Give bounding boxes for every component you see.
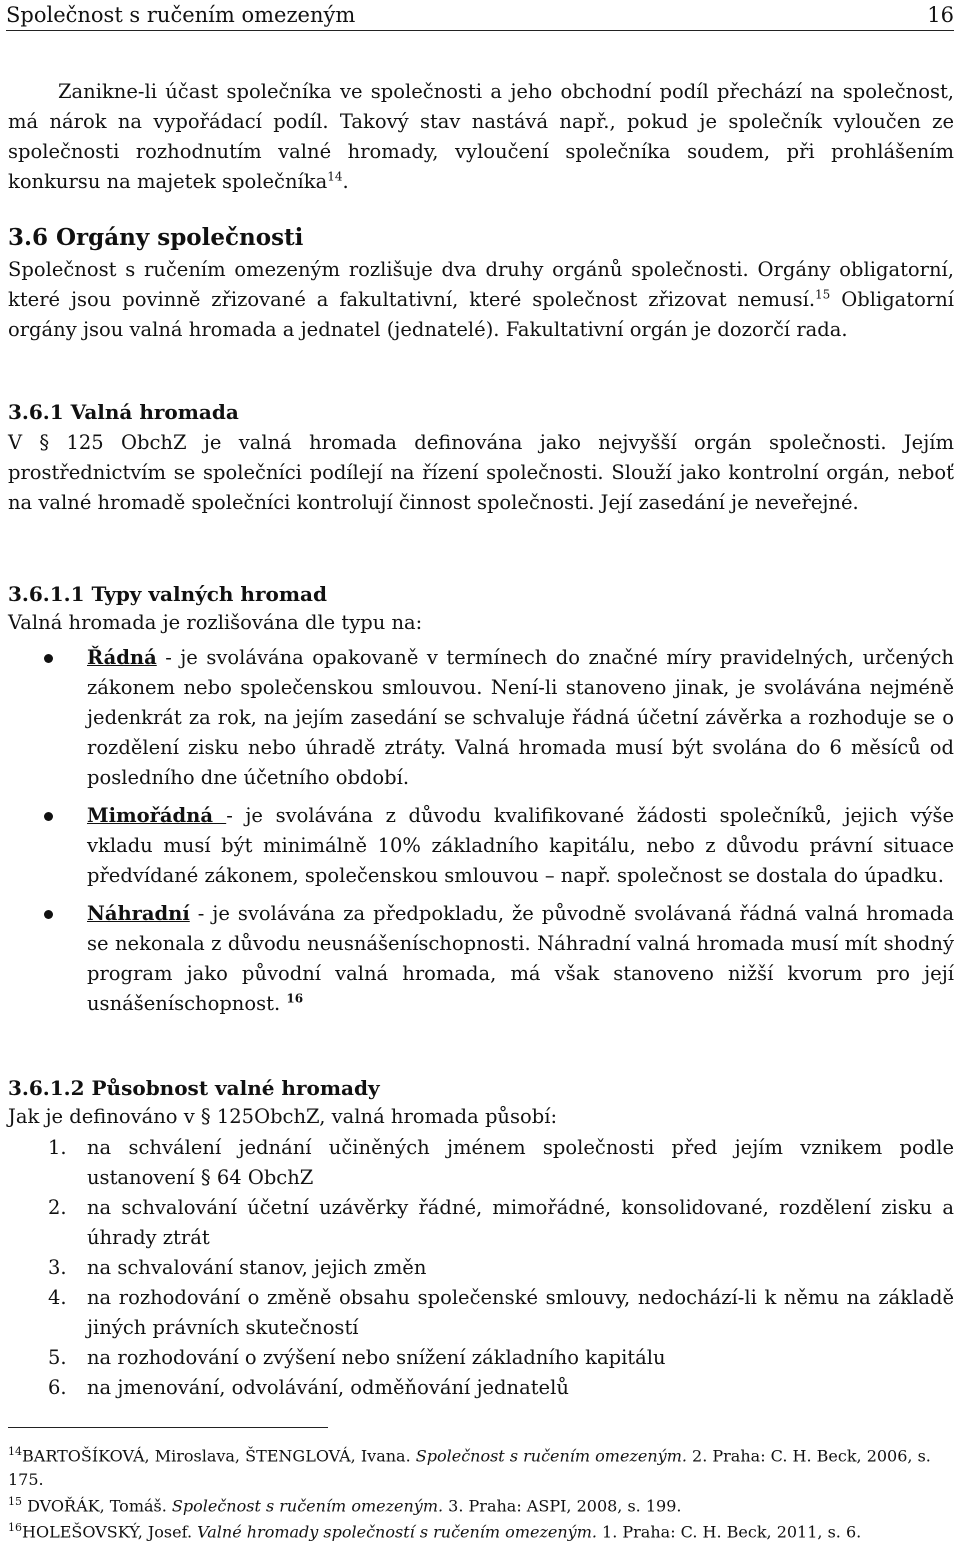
- page-number: 16: [927, 3, 954, 27]
- footnote-16: [8, 1516, 954, 1544]
- assembly-types-list: [0, 643, 960, 1027]
- list-item-text: [87, 643, 954, 793]
- footnote-text: 3. Praha: ASPI, 2008, s. 199.: [443, 1496, 682, 1516]
- list-item: [0, 1283, 960, 1343]
- bullet-icon: [44, 910, 53, 919]
- section-heading-scope: 3.6.1.2 Působnost valné hromady: [8, 1076, 380, 1100]
- footnote-15: [8, 1490, 954, 1518]
- footnote-title: Společnost s ručením omezeným.: [171, 1496, 444, 1516]
- scope-intro: Jak je definováno v § 125ObchZ, valná hromada působí:: [8, 1105, 558, 1128]
- assembly-paragraph: V § 125 ObchZ je valná hromada definována jako nejvyšší orgán společnosti. Jejím prostřednictvím se společníci podílejí na řízení společnosti. Slouží jako kontrolní orgán, neboť na valné hromadě společníci kontrolují činnost společnosti. Její zasedání je neveřejné.: [8, 431, 954, 514]
- list-item: [0, 1373, 960, 1403]
- bullet-icon: [44, 812, 53, 821]
- list-number: 3.: [48, 1256, 67, 1279]
- list-item-text: na schválení jednání učiněných jménem společnosti před jejím vznikem podle ustanovení § 64 ObchZ: [87, 1136, 954, 1189]
- footnote-ref-16: 16: [286, 991, 304, 1006]
- footnote-14: [8, 1440, 954, 1492]
- list-item: [0, 1133, 960, 1193]
- list-item-text: na schvalování účetní uzávěrky řádné, mimořádné, konsolidované, rozdělení zisku a úhrady ztrát: [87, 1196, 954, 1249]
- scope-list: [0, 1133, 960, 1403]
- term-label: Řádná: [87, 646, 157, 669]
- types-intro: Valná hromada je rozlišována dle typu na:: [8, 611, 423, 634]
- list-item-text: [87, 899, 954, 1019]
- list-number: 2.: [48, 1196, 67, 1219]
- list-item: [0, 1253, 960, 1283]
- term-description: - je svolávána opakovaně v termínech do značné míry pravidelných, určených zákonem nebo společenskou smlouvou. Není-li stanoveno jinak, je svolávána nejméně jedenkrát za rok, na jejím zasedání se schvaluje řádná účetní závěrka a rozhoduje se o rozdělení zisku nebo úhradě ztráty. Valná hromada musí být svolána do 6 měsíců od posledního dne účetního období.: [87, 646, 954, 789]
- list-item: [0, 1193, 960, 1253]
- footnote-title: Valné hromady společností s ručením omezeným.: [197, 1522, 597, 1542]
- section-heading-assembly: 3.6.1 Valná hromada: [8, 400, 239, 424]
- list-item-text: na jmenování, odvolávání, odměňování jednatelů: [87, 1376, 569, 1399]
- list-number: 5.: [48, 1346, 67, 1369]
- footnote-separator: [8, 1427, 328, 1428]
- intro-tail: .: [342, 170, 349, 193]
- header-title: Společnost s ručením omezeným: [6, 3, 356, 27]
- footnote-ref-14: 14: [327, 169, 343, 184]
- running-header: [6, 2, 954, 31]
- organs-paragraph: [8, 255, 954, 345]
- list-item: [0, 801, 960, 891]
- footnote-number: 14: [8, 1445, 22, 1458]
- footnote-text: BARTOŠÍKOVÁ, Miroslava, ŠTENGLOVÁ, Ivana.: [22, 1446, 416, 1466]
- list-item-text: na rozhodování o změně obsahu společenské smlouvy, nedochází-li k němu na základě jiných právních skutečností: [87, 1286, 954, 1339]
- term-description: - je svolávána za předpokladu, že původně svolávaná řádná valná hromada se nekonala z důvodu neusnášeníschopnosti. Náhradní valná hromada musí mít shodný program jako původní valná hromada, má však stanoveno nižší kvorum pro její usnášeníschopnost.: [87, 902, 954, 1015]
- bullet-icon: [44, 654, 53, 663]
- term-label: Náhradní: [87, 902, 190, 925]
- footnote-text: DVOŘÁK, Tomáš.: [22, 1496, 172, 1516]
- list-item: [0, 1343, 960, 1373]
- footnote-text: 1. Praha: C. H. Beck, 2011, s. 6.: [596, 1522, 862, 1542]
- term-label: Mimořádná: [87, 804, 227, 827]
- intro-paragraph: [8, 77, 954, 197]
- term-description: - je svolávána z důvodu kvalifikované žádosti společníků, jejich výše vkladu musí být minimálně 10% základního kapitálu, nebo z důvodu právní situace předvídané zákonem, společenskou smlouvou – např. společnost se dostala do úpadku.: [87, 804, 954, 887]
- footnote-ref-15: 15: [815, 287, 831, 302]
- footnote-text: 2. Praha: C. H. Beck, 2006, s. 175.: [8, 1446, 931, 1490]
- footnote-title: Společnost s ručením omezeným.: [415, 1446, 687, 1466]
- intro-text: Zanikne-li účast společníka ve společnosti a jeho obchodní podíl přechází na společnost, má nárok na vypořádací podíl. Takový stav nastává např., pokud je společník vyloučen ze společnosti rozhodnutím valné hromady, vyloučení společníka soudem, při prohlášením konkursu na majetek společníka: [8, 80, 954, 193]
- list-number: 1.: [48, 1136, 67, 1159]
- section-heading-types: 3.6.1.1 Typy valných hromad: [8, 582, 327, 606]
- footnote-number: 16: [8, 1521, 22, 1534]
- list-item: [0, 899, 960, 1019]
- list-item-text: na rozhodování o zvýšení nebo snížení základního kapitálu: [87, 1346, 666, 1369]
- section-heading-organs: 3.6 Orgány společnosti: [8, 224, 304, 251]
- list-number: 6.: [48, 1376, 67, 1399]
- list-item-text: [87, 801, 954, 891]
- list-number: 4.: [48, 1286, 67, 1309]
- list-item: [0, 643, 960, 793]
- footnote-number: 15: [8, 1495, 22, 1508]
- list-item-text: na schvalování stanov, jejich změn: [87, 1256, 427, 1279]
- organs-text: Společnost s ručením omezeným rozlišuje dva druhy orgánů společnosti. Orgány obligatorní, které jsou povinně zřizované a fakultativní, které společnost zřizovat nemusí.: [8, 258, 954, 311]
- organs-text-2: Obligatorní orgány jsou valná hromada a jednatel (jednatelé). Fakultativní orgán je dozorčí rada.: [8, 288, 954, 341]
- footnote-text: HOLEŠOVSKÝ, Josef.: [22, 1522, 198, 1542]
